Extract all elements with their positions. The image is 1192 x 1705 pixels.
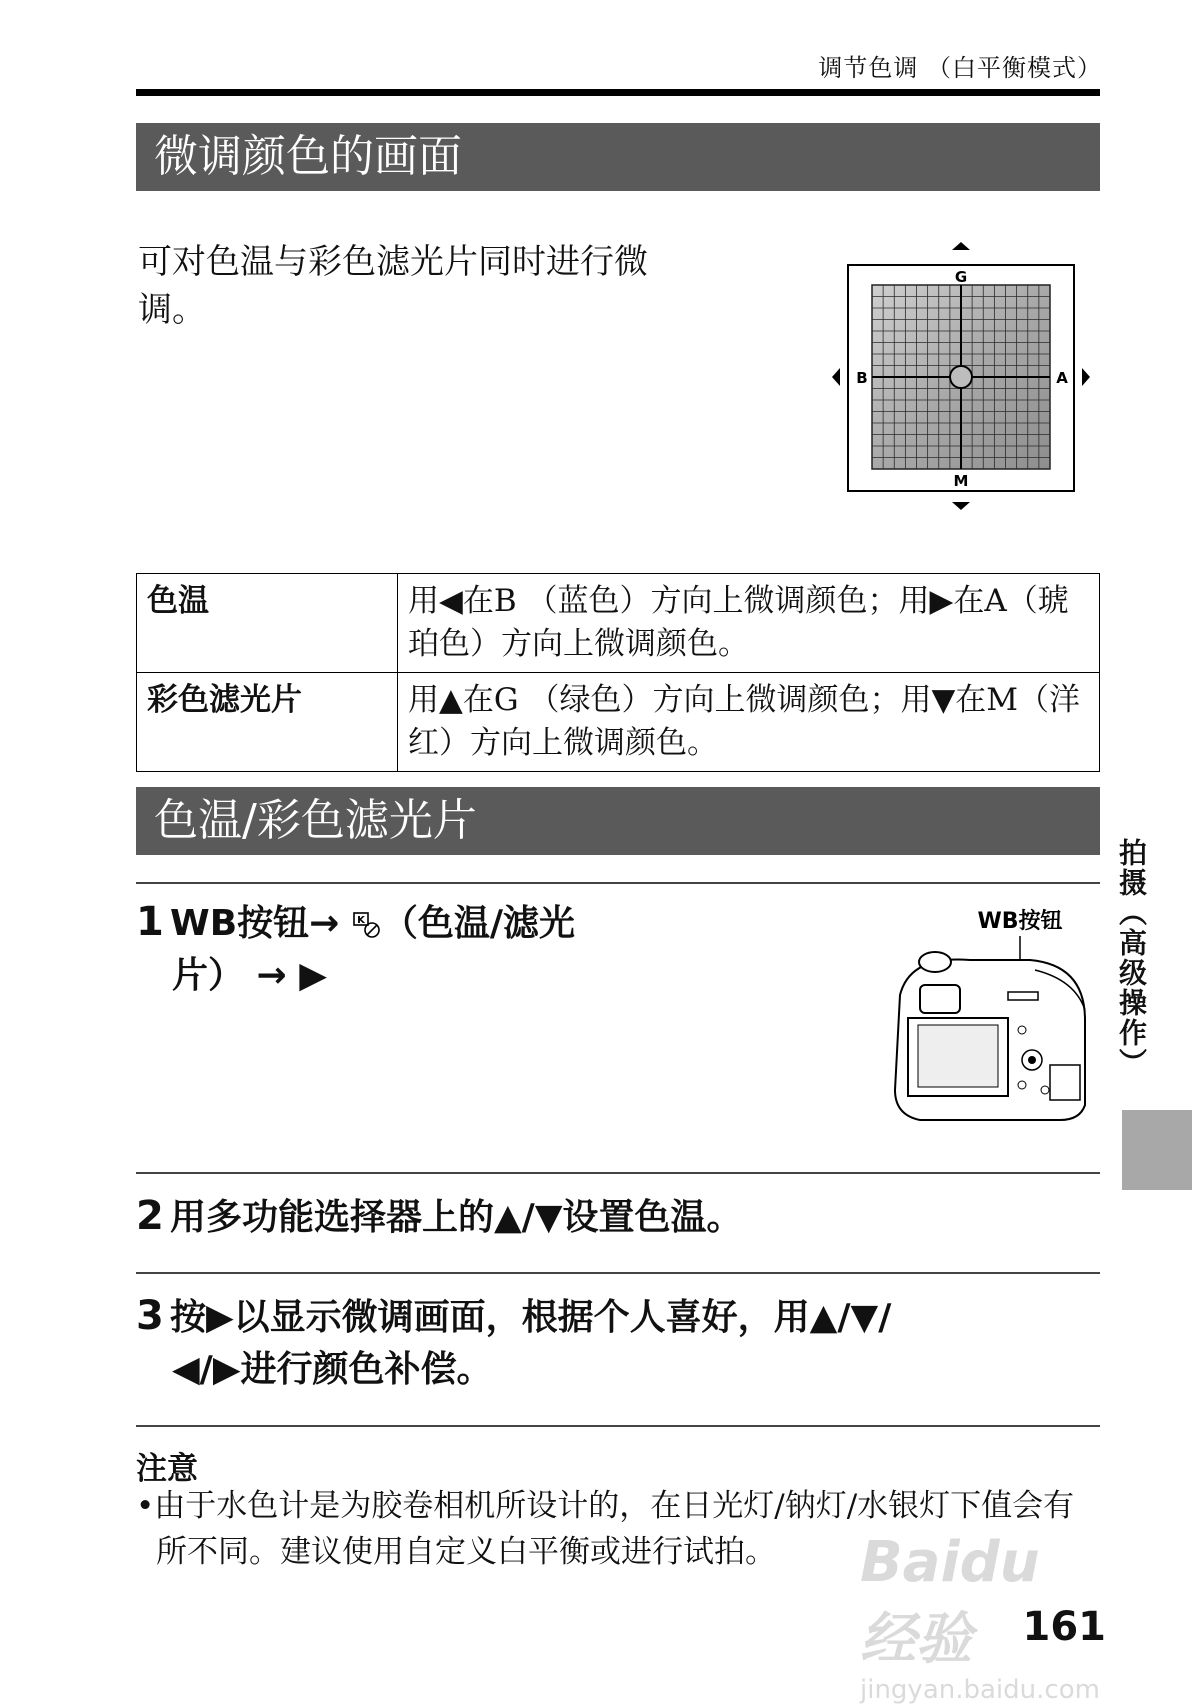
label-g: G	[954, 268, 968, 286]
svg-text:K: K	[356, 915, 365, 926]
left-arrow-icon	[832, 368, 840, 386]
color-temp-filter-icon	[352, 910, 382, 940]
note-body: •由于水色计是为胶卷相机所设计的，在日光灯/钠灯/水银灯下值会有所不同。建议使用自定义白平衡或进行试拍。	[136, 1488, 1075, 1570]
step-text: WB按钮→	[170, 903, 352, 944]
step-number: 3	[136, 1293, 164, 1339]
label-a: A	[1056, 369, 1068, 387]
table-term: 色温	[137, 574, 398, 673]
table-row	[137, 574, 1100, 673]
table-desc: 用▲在G （绿色）方向上微调颜色；用▼在M（洋红）方向上微调颜色。	[398, 673, 1100, 772]
wb-button-callout: WB按钮	[977, 909, 1063, 934]
step-number: 2	[136, 1193, 164, 1239]
step-3	[136, 1290, 891, 1396]
side-tab-label: 拍摄（高级操作）	[1115, 838, 1148, 1078]
label-b: B	[856, 369, 868, 387]
page-number: 161	[1022, 1604, 1106, 1650]
step-divider	[136, 882, 1100, 884]
intro-text: 可对色温与彩色滤光片同时进行微调。	[138, 242, 648, 330]
up-arrow-icon	[952, 242, 970, 250]
table-term: 彩色滤光片	[137, 673, 398, 772]
right-arrow-icon	[1082, 368, 1090, 386]
step-divider	[136, 1172, 1100, 1174]
watermark-url: jingyan.baidu.com	[860, 1675, 1100, 1705]
step-number: 1	[136, 899, 164, 945]
step-text-line2: 片） → ▶	[172, 955, 327, 996]
section-title-color-temp: 色温/彩色滤光片	[136, 787, 1100, 855]
step-1	[136, 896, 575, 1002]
down-arrow-icon	[952, 502, 970, 510]
wb-fine-tune-diagram	[826, 240, 1106, 510]
header-rule	[136, 89, 1100, 96]
diagram-center-dot	[950, 366, 972, 388]
side-tab-marker	[1122, 1110, 1192, 1190]
step-divider	[136, 1272, 1100, 1274]
step-2	[136, 1190, 743, 1244]
label-m: M	[953, 472, 969, 490]
table-desc: 用◀在B （蓝色）方向上微调颜色；用▶在A（琥珀色）方向上微调颜色。	[398, 574, 1100, 673]
section-title-fine-tune: 微调颜色的画面	[136, 123, 1100, 191]
step-text: 按▶以显示微调画面，根据个人喜好，用▲/▼/	[170, 1297, 892, 1338]
step-text: 用多功能选择器上的▲/▼设置色温。	[170, 1197, 743, 1238]
table-row	[137, 673, 1100, 772]
adjustment-table	[136, 573, 1100, 772]
page-header-title: 调节色调 （白平衡模式）	[818, 54, 1102, 82]
note-title: 注意	[136, 1451, 198, 1487]
camera-illustration	[880, 900, 1095, 1125]
watermark-brand: Baidu 经验	[860, 1530, 1040, 1672]
note-divider	[136, 1425, 1100, 1427]
step-text-line2: ◀/▶进行颜色补偿。	[172, 1349, 493, 1390]
step-text-cont: （色温/滤光	[381, 903, 576, 944]
